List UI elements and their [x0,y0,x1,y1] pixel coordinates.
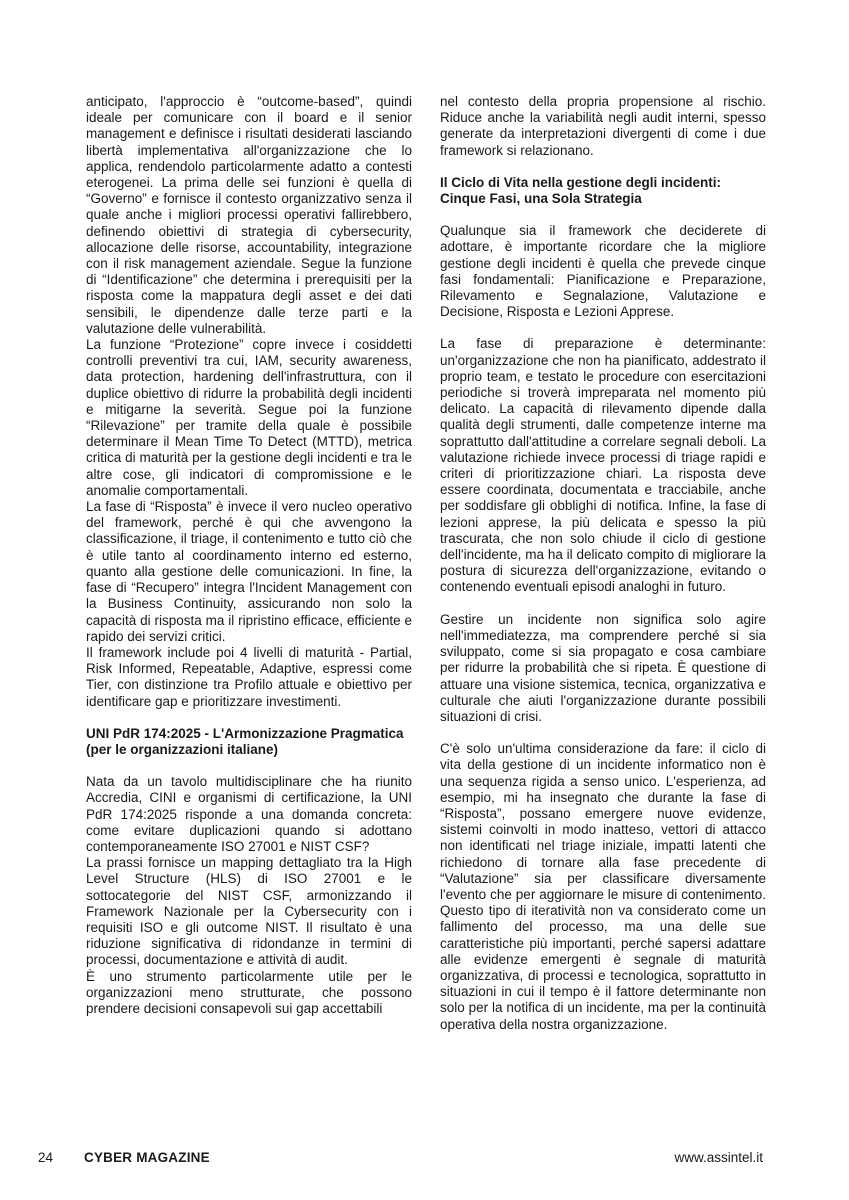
paragraph: Nata da un tavolo multidisciplinare che ha riunito Accredia, CINI e organismi di certificazione, la UNI PdR 174:2025 risponde a una domanda concreta: come evitare duplicazioni quando si adottano contemporaneamente ISO 27001 e NIST CSF? [86,774,412,854]
section-heading: UNI PdR 174:2025 - L'Armonizzazione Pragmatica (per le organizzazioni italiane) [86,725,404,757]
page-footer [38,1150,763,1166]
paragraph: La fase di “Risposta” è invece il vero nucleo operativo del framework, perché è qui che avvengono la classificazione, il triage, il contenimento e tutto ciò che è utile tanto al coordinamento interno ed esterno, quanto alla gestione delle comunicazioni. In fine, la fase di “Recupero” integra l'Incident Management con la Business Continuity, assicurando non solo la capacità di risposta ma il ripristino efficace, efficiente e rapido dei servizi critici. [86,499,412,644]
paragraph: Qualunque sia il framework che deciderete di adottare, è importante ricordare che la migliore gestione degli incidenti è quella che prevede cinque fasi fondamentali: Pianificazione e Preparazione, Rilevamento e Segnalazione, Valutazione e Decisione, Risposta e Lezioni Apprese. [440,223,766,320]
section-heading: Il Ciclo di Vita nella gestione degli incidenti: Cinque Fasi, una Sola Strategia [440,174,722,207]
paragraph: Il framework include poi 4 livelli di maturità - Partial, Risk Informed, Repeatable, Adaptive, espressi come Tier, con distinzione tra Profilo attuale e obiettivo per identificare gap e prioritizzare investimenti. [86,644,412,709]
paragraph: La fase di preparazione è determinante: un'organizzazione che non ha pianificato, addestrato il proprio team, e testato le procedure con esercitazioni periodiche si troverà impreparata nel momento più delicato. La capacità di rilevamento dipende dalla qualità degli strumenti, dalle competenze interne ma soprattutto dall'attitudine a correlare segnali deboli. La valutazione richiede invece processi di triage rapidi e criteri di prioritizzazione chiari. La risposta deve essere coordinata, documentata e tracciabile, anche per soddisfare gli obblighi di notifica. Infine, la fase di lezioni apprese, la più delicata e spesso la più trascurata, che non solo chiude il ciclo di gestione dell'incidente, ma ha il delicato compito di migliorare la postura di sicurezza dell'organizzazione, evitando o contenendo eventuali episodi analoghi in futuro. [440,336,766,595]
paragraph: La funzione “Protezione” copre invece i cosiddetti controlli preventivi tra cui, IAM, security awareness, data protection, hardening dell'infrastruttura, con il duplice obiettivo di ridurre la probabilità degli incidenti e mitigarne la severità. Segue poi la funzione “Rilevazione” per tramite della quale è possibile determinare il Mean Time To Detect (MTTD), metrica critica di maturità per la gestione degli incidenti e tra le altre cose, gli indicatori di compromissione e le anomalie comportamentali. [86,337,412,498]
paragraph: C'è solo un'ultima considerazione da fare: il ciclo di vita della gestione di un incidente informatico non è una sequenza rigida a senso unico. L'esperienza, ad esempio, mi ha insegnato che durante la fase di “Risposta”, possano emergere nuove evidenze, sistemi coinvolti in modo inatteso, vettori di attacco non identificati nel triage iniziale, impatti latenti che richiedono di tornare alla fase precedente di “Valutazione” sia per classificare diversamente l'evento che per aggiornare le misure di contenimento. Questo tipo di iteratività non va considerato come un fallimento del processo, ma una delle sue caratteristiche più importanti, perché sapersi adattare alle evidenze emergenti è segnale di maturità organizzativa, di processi e tecnologica, soprattutto in situazioni in cui il tempo è il fattore determinante non solo per la notifica di un incidente, ma per la continuità operativa della nostra organizzazione. [440,741,766,1032]
paragraph: Gestire un incidente non significa solo agire nell'immediatezza, ma comprendere perché si sia sviluppato, come si sia propagato e cosa cambiare per ridurre la probabilità che si ripeta. È questione di attuare una visione sistemica, tecnica, organizzativa e culturale che aiuti l'organizzazione durante possibili situazioni di crisi. [440,611,766,724]
paragraph: nel contesto della propria propensione al rischio. Riduce anche la variabilità negli audit interni, spesso generate da interpretazioni divergenti di come i due framework si relazionano. [440,94,766,158]
magazine-name: CYBER MAGAZINE [84,1150,210,1165]
paragraph: anticipato, l'approccio è “outcome-based”, quindi ideale per comunicare con il board e il senior management e definisce i risultati desiderati lasciando libertà implementativa all'organizzazione che lo applica, rendendolo particolarmente adatto a contesti eterogenei. La prima delle sei funzioni è quella di “Governo” e fornisce il contesto organizzativo senza il quale anche i migliori processi operativi fallirebbero, definendo obiettivi di strategia di cybersecurity, allocazione delle risorse, accountability, integrazione con il risk management aziendale. Segue la funzione di “Identificazione” che determina i prerequisiti per la risposta come la mappatura degli asset e dei dati sensibili, le dipendenze dalle terze parti e la valutazione delle vulnerabilità. [86,94,412,336]
paragraph: La prassi fornisce un mapping dettagliato tra la High Level Structure (HLS) di ISO 27001 e le sottocategorie del NIST CSF, armonizzando il Framework Nazionale per la Cybersecurity con i requisiti ISO e gli outcome NIST. Il risultato è una riduzione significativa di ridondanze in termini di processi, documentazione e attività di audit. [86,855,412,968]
website-link[interactable]: www.assintel.it [674,1150,763,1165]
page-number: 24 [38,1150,54,1165]
paragraph: È uno strumento particolarmente utile per le organizzazioni meno strutturate, che possono prendere decisioni consapevoli sui gap accettabili [86,968,412,1016]
right-column [440,94,766,1033]
left-column [86,94,412,1017]
